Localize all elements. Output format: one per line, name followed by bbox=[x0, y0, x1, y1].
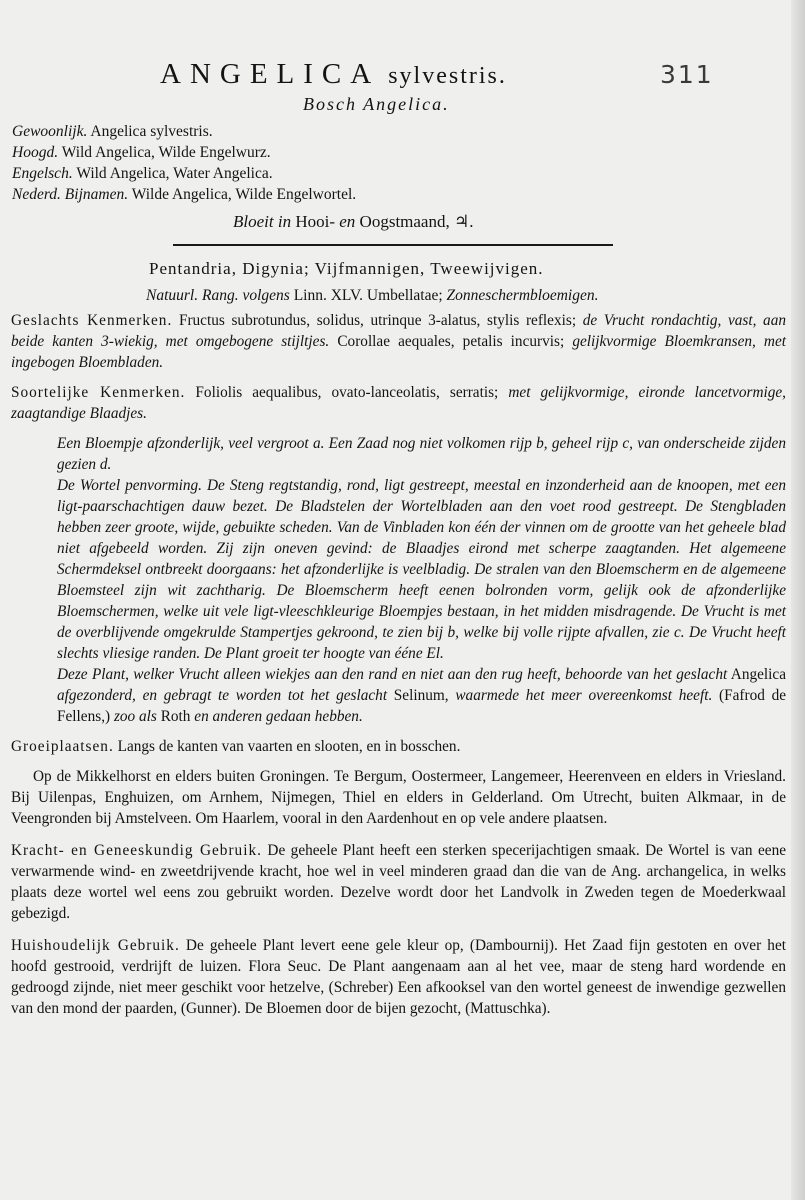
natural-order-prefix: Natuurl. Rang. volgens bbox=[146, 287, 290, 304]
name-language: Nederd. Bijnamen. bbox=[12, 186, 129, 203]
bloom-conj: en bbox=[339, 212, 356, 231]
divider-rule bbox=[173, 244, 613, 246]
name-row bbox=[12, 163, 356, 184]
natural-order bbox=[146, 287, 599, 305]
name-text: Angelica sylvestris. bbox=[90, 123, 213, 140]
body-text bbox=[11, 310, 786, 1019]
note-author: (Fafrod de Fellens,) bbox=[57, 687, 787, 725]
genus-title: ANGELICA bbox=[160, 58, 381, 90]
section-heading: Geslachts Kenmerken. bbox=[11, 312, 173, 329]
section-heading: Huishoudelijk Gebruik. bbox=[11, 937, 180, 954]
handwritten-page-number: 311 bbox=[660, 60, 714, 89]
vernacular-names bbox=[12, 121, 356, 205]
household-text: De geheele Plant levert eene gele kleur op, (Dambournij). Het Zaad fijn gestoten en over het hoofd gestrooid, verdrijft de luizen. Flora Seuc. De Plant aangenaam aan al het vee, maar de steng hard wordende en gedroogd zijnde, niet meer geschikt voor hetzelve, (Schreber) Een afkooksel van den wortel geneest de inwendige gezwellen van den mond der paarden, (Gunner). De Bloemen door de bijen gezocht, (Mattuschka). bbox=[11, 937, 786, 1017]
dutch-text: met gelijkvormige, eironde lancetvormige, zaagtandige Blaadjes. bbox=[11, 384, 787, 422]
common-name: Bosch Angelica. bbox=[303, 94, 450, 114]
bloom-prefix: Bloeit in bbox=[233, 212, 292, 231]
bloom-period bbox=[233, 212, 473, 232]
natural-order-name: Zonneschermbloemigen. bbox=[446, 287, 599, 304]
section-heading: Soortelijke Kenmerken. bbox=[11, 384, 186, 401]
name-language: Engelsch. bbox=[12, 165, 73, 182]
species-title: sylvestris. bbox=[388, 63, 507, 89]
name-text: Wild Angelica, Water Angelica. bbox=[76, 165, 273, 182]
note-text: afgezonderd, en gebragt te worden tot het geslacht bbox=[57, 687, 388, 704]
medicinal-text: De geheele Plant heeft een sterken specerijachtigen smaak. De Wortel is van eene verwarmende wind- en zweetdrijvende kracht, hoe wel in veel minderen graad dan die van de Ang. archangelica, in welks plaats deze wortel wel eens zou gebruikt worden. Dezelve wordt door het Landvolk in Zweden tegen de Moederkwaal gebezigd. bbox=[11, 842, 787, 922]
household-use bbox=[11, 935, 786, 1019]
name-row bbox=[12, 121, 356, 142]
natural-order-number: XLV. Umbellatae; bbox=[330, 287, 443, 304]
perennial-symbol: ♃. bbox=[453, 212, 474, 231]
habitat-text: Langs de kanten van vaarten en slooten, en in bosschen. bbox=[117, 738, 461, 755]
name-text: Wilde Angelica, Wilde Engelwortel. bbox=[131, 186, 357, 203]
note-text: en anderen gedaan hebben. bbox=[194, 708, 363, 725]
page-edge bbox=[791, 0, 805, 1200]
name-text: Wild Angelica, Wilde Engelwurz. bbox=[61, 144, 271, 161]
habitat bbox=[11, 736, 786, 757]
species-characters bbox=[11, 382, 786, 424]
localities: Op de Mikkelhorst en elders buiten Groningen. Te Bergum, Oostermeer, Langemeer, Heerenveen en elders in Vriesland. Bij Uilenpas, Enghuizen, om Arnhem, Nijmegen, Thiel en elders in Gelderland. Om Utrecht, buiten Alkmaar, in de Veengronden bij Amstelveen. Om Haarlem, vooral in den Aardenhout en op vele andere plaatsen. bbox=[11, 768, 786, 827]
dutch-text: de Vrucht rondachtig, vast, aan beide kanten 3-wiekig, met omgebogene stijltjes. bbox=[11, 312, 786, 350]
name-language: Hoogd. bbox=[12, 144, 59, 161]
name-row bbox=[12, 184, 356, 205]
bloom-month-1: Hooi- bbox=[295, 212, 335, 231]
natural-order-author: Linn. bbox=[293, 287, 327, 304]
note-text: Deze Plant, welker Vrucht alleen wiekjes aan den rand en niet aan den rug heeft, behoorde van het geslacht bbox=[57, 666, 728, 683]
dutch-text: gelijkvormige Bloemkransen, met ingebogen Bloembladen. bbox=[11, 333, 787, 371]
section-heading: Kracht- en Geneeskundig Gebruik. bbox=[11, 842, 262, 859]
taxonomy-note bbox=[11, 664, 786, 727]
plant-description: De Wortel penvorming. De Steng regtstandig, rond, ligt gestreept, meestal en inzonderheid aan de knoopen, met een ligt-paarschachtigen dauw bezet. De Bladstelen der Wortelbladen aan den voet rood gestreept. De Stengbladen hebben zeer groote, wijde, gebuikte scheden. Van de Vinbladen kon één der vinnen om de grootte van het geheele blad niet afgebeeld worden. Zij zijn oneven gevind: de Blaadjes eirond met scherpe zaagtanden. Het algemeene Schermdeksel ontbreekt doorgaans: het afzonderlijke is veelbladig. De stralen van den Bloemscherm en de algemeene Bloemsteel zijn wit zachtharig. De Bloemscherm heeft eenen bolronden vorm, gelijk ook de afzonderlijke Bloemschermen, welke uit vele ligt-vleeschkleurige Bloempjes bestaan, in het midden misdragende. De Vrucht is met de overblijvende omgekrulde Stampertjes gekroond, te zien bij b, welke bij volle rijpte afvallen, zie c. De Vrucht heeft slechts vliesige randen. De Plant groeit ter hoogte van ééne El. bbox=[57, 477, 786, 662]
name-row bbox=[12, 142, 356, 163]
figure-legend: Een Bloempje afzonderlijk, veel vergroot a. Een Zaad nog niet volkomen rijp b, geheel rijp c, van onderscheide zijden gezien d. bbox=[57, 435, 786, 473]
page-title bbox=[160, 58, 507, 91]
latin-text: Foliolis aequalibus, ovato-lanceolatis, serratis; bbox=[195, 384, 499, 401]
bloom-month-2: Oogstmaand, bbox=[359, 212, 450, 231]
latin-text: Fructus subrotundus, solidus, utrinque 3-alatus, stylis reflexis; bbox=[178, 312, 577, 329]
latin-text: Corollae aequales, petalis incurvis; bbox=[337, 333, 565, 350]
section-heading: Groeiplaatsen. bbox=[11, 738, 114, 755]
note-text: waarmede het meer overeenkomst heeft. bbox=[455, 687, 713, 704]
linnaean-class: Pentandria, Digynia; Vijfmannigen, Tweewijvigen. bbox=[149, 259, 544, 278]
medicinal-use bbox=[11, 840, 786, 924]
name-language: Gewoonlijk. bbox=[12, 123, 88, 140]
genus-characters bbox=[11, 310, 786, 373]
note-author: Roth bbox=[160, 708, 191, 725]
note-genus: Angelica bbox=[730, 666, 786, 683]
note-text: zoo als bbox=[113, 708, 157, 725]
note-genus: Selinum, bbox=[393, 687, 449, 704]
